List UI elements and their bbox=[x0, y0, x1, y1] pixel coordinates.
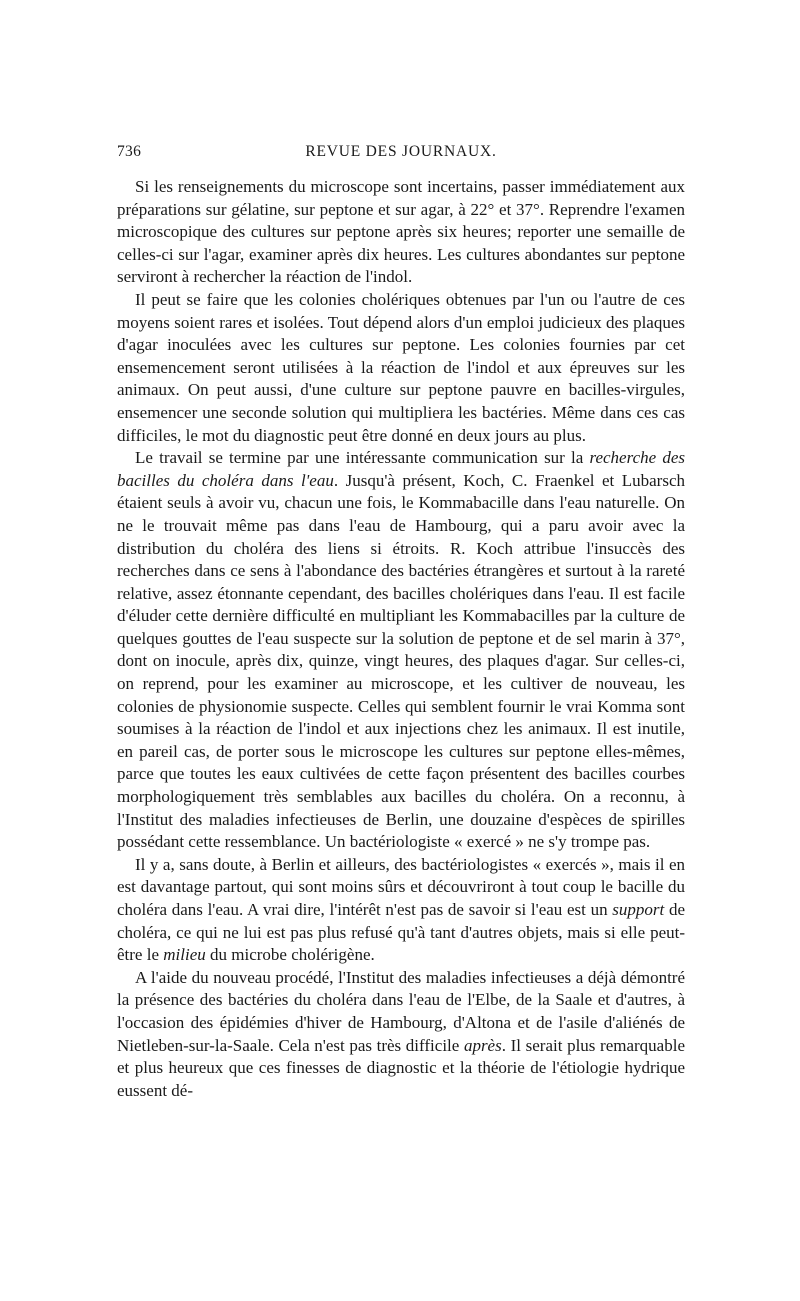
paragraph-4 bbox=[117, 854, 685, 967]
text-run: A l'aide du nouveau procédé, l'Institut des maladies infectieuses a déjà démontré la présence des bactéries du choléra dans l'eau de l'Elbe, de la Saale et d'autres, à l'occasion des épidémies d'hiver de Hambourg, d'Altona et de l'asile d'aliénés de Nietleben-sur-la-Saale. Cela n'est pas très difficile bbox=[117, 967, 685, 1055]
text-run: du microbe cholérigène. bbox=[205, 945, 375, 965]
text-run: Il y a, sans doute, à Berlin et ailleurs, des bactériologistes « exercés », mais il en est davantage partout, qui sont moins sûrs et découvriront à tout coup le bacille du choléra dans l'eau. A vrai dire, l'intérêt n'est pas de savoir si l'eau est un bbox=[117, 854, 685, 919]
running-head: REVUE DES JOURNAUX. bbox=[305, 143, 497, 160]
paragraph-5 bbox=[117, 967, 685, 1103]
italic-text: milieu bbox=[163, 945, 206, 965]
text-run: . Il serait plus remarquable et plus heureux que ces finesses de diagnostic et la théorie de l'étiologie hydrique eussent dé- bbox=[117, 1035, 685, 1100]
paragraph-1 bbox=[117, 176, 685, 289]
text-run: Le travail se termine par une intéressante communication sur la bbox=[135, 448, 590, 468]
paragraph-3 bbox=[117, 447, 685, 854]
article-body bbox=[117, 176, 685, 1102]
italic-text: recherche des bacilles du choléra dans l'eau bbox=[117, 448, 685, 490]
text-run: de choléra, ce qui ne lui est pas plus refusé qu'à tant d'autres objets, mais si elle peut-être le bbox=[117, 900, 686, 965]
text-run: Si les renseignements du microscope sont incertains, passer immédiatement aux préparations sur gélatine, sur peptone et sur agar, à 22° et 37°. Reprendre l'examen microscopique des cultures sur peptone après six heures; reporter une semaille de celles-ci sur l'agar, examiner après dix heures. Les cultures abondantes sur peptone serviront à rechercher la réaction de l'indol. bbox=[117, 177, 685, 287]
text-run: . Jusqu'à présent, Koch, C. Fraenkel et Lubarsch étaient seuls à avoir vu, chacun une fois, le Kommabacille dans l'eau naturelle. On ne le trouvait même pas dans l'eau de Hambourg, qui a paru avoir avec la distribution du choléra des liens si étroits. R. Koch attribue l'insuccès des recherches dans ce sens à l'abondance des bactéries étrangères et surtout à la rareté relative, assez étonnante cependant, des bacilles cholériques dans l'eau. Il est facile d'éluder cette dernière difficulté en multipliant les Kommabacilles par la culture de quelques gouttes de l'eau suspecte sur la solution de peptone et de sel marin à 37°, dont on inocule, après dix, quinze, vingt heures, des plaques d'agar. Sur celles-ci, on reprend, pour les examiner au microscope, et les cultiver de nouveau, les colonies de physionomie suspecte. Celles qui semblent fournir le vrai Komma sont soumises à la réaction de l'indol et aux injections chez les animaux. Il est inutile, en pareil cas, de porter sous le microscope les cultures sur peptone elles-mêmes, parce que toutes les eaux cultivées de cette façon présentent des bacilles courbes morphologiquement très semblables aux bacilles du choléra. On a reconnu, à l'Institut des maladies infectieuses de Berlin, une douzaine d'espèces de spirilles possédant cette ressemblance. Un bactériologiste « exercé » ne s'y trompe pas. bbox=[117, 470, 685, 852]
text-run: Il peut se faire que les colonies cholériques obtenues par l'un ou l'autre de ces moyens soient rares et isolées. Tout dépend alors d'un emploi judicieux des plaques d'agar inoculées avec les cultures sur peptone. Les colonies fournies par cet ensemencement seront utilisées à la réaction de l'indol et aux épreuves sur les animaux. On peut aussi, d'une culture sur peptone pauvre en bacilles-virgules, ensemencer une seconde solution qui multipliera les bactéries. Même dans ces cas difficiles, le mot du diagnostic peut être donné en deux jours au plus. bbox=[117, 289, 685, 445]
italic-text: après bbox=[463, 1035, 502, 1055]
page-number: 736 bbox=[117, 143, 142, 160]
italic-text: support bbox=[612, 900, 665, 919]
page-header bbox=[117, 143, 685, 167]
paragraph-2 bbox=[117, 289, 685, 447]
